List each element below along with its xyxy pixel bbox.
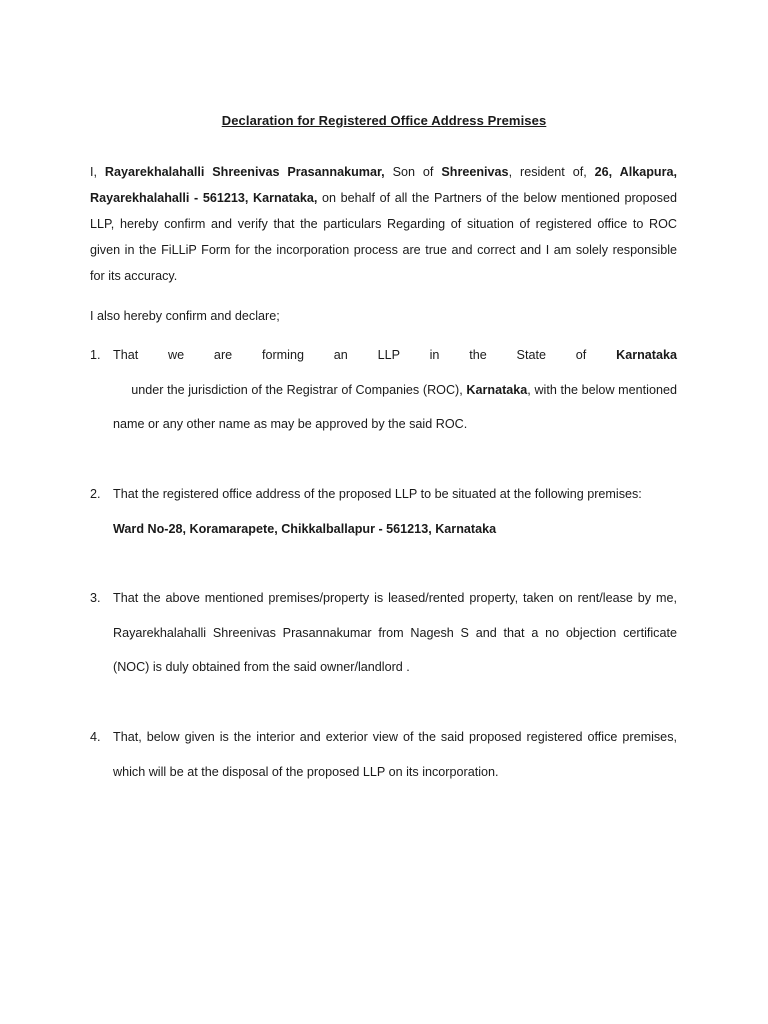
- item-text: , with the below mentioned name or any other name as may be approved by the said ROC.: [113, 382, 677, 431]
- father-name: Shreenivas: [441, 165, 509, 179]
- item-number: 1.: [90, 348, 101, 362]
- item-text: under the jurisdiction of the Registrar of Companies (ROC),: [113, 382, 467, 397]
- item-2-text: That the registered office address of the proposed LLP to be situated at the following premises:: [113, 487, 642, 501]
- declare-line: I also hereby confirm and declare;: [90, 309, 280, 323]
- item-4-text: That, below given is the interior and exterior view of the said proposed registered office premises, which will be at the disposal of the proposed LLP on its incorporation.: [113, 730, 677, 779]
- intro-paragraph: [90, 159, 677, 289]
- state-name: Karnataka: [616, 348, 677, 362]
- item-text: That we are forming an LLP in the State of: [113, 348, 617, 362]
- item-number: 4.: [90, 730, 101, 744]
- item-3-text: That the above mentioned premises/property is leased/rented property, taken on rent/lease by me, Rayarekhalahalli Shreenivas Prasannakumar from Nagesh S and that a no objection certificate (NOC) is duly obtained from the said owner/landlord .: [113, 591, 677, 674]
- document-title: Declaration for Registered Office Address Premises: [221, 113, 547, 128]
- resident-address: 26, Alkapura, Rayarekhalahalli - 561213, Karnataka,: [90, 165, 677, 205]
- item-number: 2.: [90, 487, 101, 501]
- intro-text: I,: [90, 165, 105, 179]
- item-number: 3.: [90, 591, 101, 605]
- state-name: Karnataka: [466, 382, 528, 397]
- premises-address: Ward No-28, Koramarapete, Chikkalballapur - 561213, Karnataka: [113, 522, 497, 536]
- intro-text: , resident of,: [508, 165, 595, 179]
- intro-text: on behalf of all the Partners of the below mentioned proposed LLP, hereby confirm and verify that the particulars Regarding of situation of registered office to ROC given in the FiLLiP Form for the incorporation process are true and correct and I am solely responsible for its accuracy.: [90, 191, 677, 283]
- declarant-name: Rayarekhalahalli Shreenivas Prasannakumar,: [104, 165, 385, 179]
- intro-text: Son of: [384, 165, 442, 179]
- item-1-text: [113, 338, 677, 442]
